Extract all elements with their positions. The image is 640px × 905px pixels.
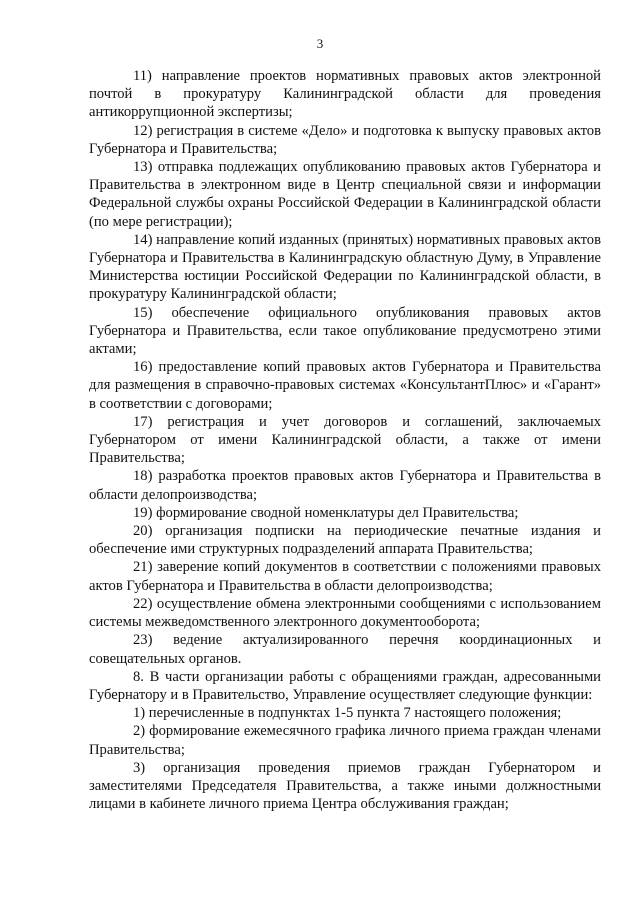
paragraph-item-16: 16) предоставление копий правовых актов Губернатора и Правительства для размещения в справочно-правовых системах «КонсультантПлюс» и «Гарант» в соответствии с договорами; <box>89 359 601 412</box>
paragraph-subitem-2: 2) формирование ежемесячного графика личного приема граждан членами Правительства; <box>89 723 601 758</box>
document-body <box>89 67 601 813</box>
paragraph-item-13: 13) отправка подлежащих опубликованию правовых актов Губернатора и Правительства в электронном виде в Центр специальной связи и информации Федеральной службы охраны Российской Федерации в Калининградской области (по мере регистрации); <box>89 159 601 230</box>
paragraph-item-17: 17) регистрация и учет договоров и соглашений, заключаемых Губернатором от имени Калининградской области, а также от имени Правительства; <box>89 413 601 467</box>
paragraph-item-15: 15) обеспечение официального опубликования правовых актов Губернатора и Правительства, если такое опубликование предусмотрено этими актами; <box>89 304 601 358</box>
paragraph-item-19: 19) формирование сводной номенклатуры дел Правительства; <box>133 504 519 521</box>
paragraph-subitem-1: 1) перечисленные в подпунктах 1-5 пункта 7 настоящего положения; <box>133 705 562 722</box>
paragraph-subitem-3: 3) организация проведения приемов граждан Губернатором и заместителями Председателя Правительства, а также иными должностными лицами в кабинете личного приема Центра обслуживания граждан; <box>89 759 601 813</box>
paragraph-item-21: 21) заверение копий документов в соответствии с положениями правовых актов Губернатора и Правительства в области делопроизводства; <box>89 559 601 594</box>
paragraph-item-22: 22) осуществление обмена электронными сообщениями с использованием системы межведомственного электронного документооборота; <box>89 595 601 631</box>
paragraph-item-20: 20) организация подписки на периодические печатные издания и обеспечение ими структурных подразделений аппарата Правительства; <box>89 523 601 558</box>
page-number: 3 <box>316 36 324 51</box>
paragraph-item-14: 14) направление копий изданных (принятых) нормативных правовых актов Губернатора и Правительства в Калининградскую областную Думу, в Управление Министерства юстиции Российской Федерации по Калининградской области, в прокуратуру Калининградской области; <box>89 231 601 303</box>
paragraph-item-12: 12) регистрация в системе «Дело» и подготовка к выпуску правовых актов Губернатора и Правительства; <box>89 122 601 157</box>
paragraph-item-23: 23) ведение актуализированного перечня координационных и совещательных органов. <box>89 632 601 667</box>
paragraph-item-11: 11) направление проектов нормативных правовых актов электронной почтой в прокуратуру Калининградской области для проведения антикоррупционной экспертизы; <box>89 68 601 121</box>
paragraph-item-18: 18) разработка проектов правовых актов Губернатора и Правительства в области делопроизводства; <box>89 468 601 503</box>
paragraph-section-8: 8. В части организации работы с обращениями граждан, адресованными Губернатору и в Правительство, Управление осуществляет следующие функции: <box>89 668 601 703</box>
